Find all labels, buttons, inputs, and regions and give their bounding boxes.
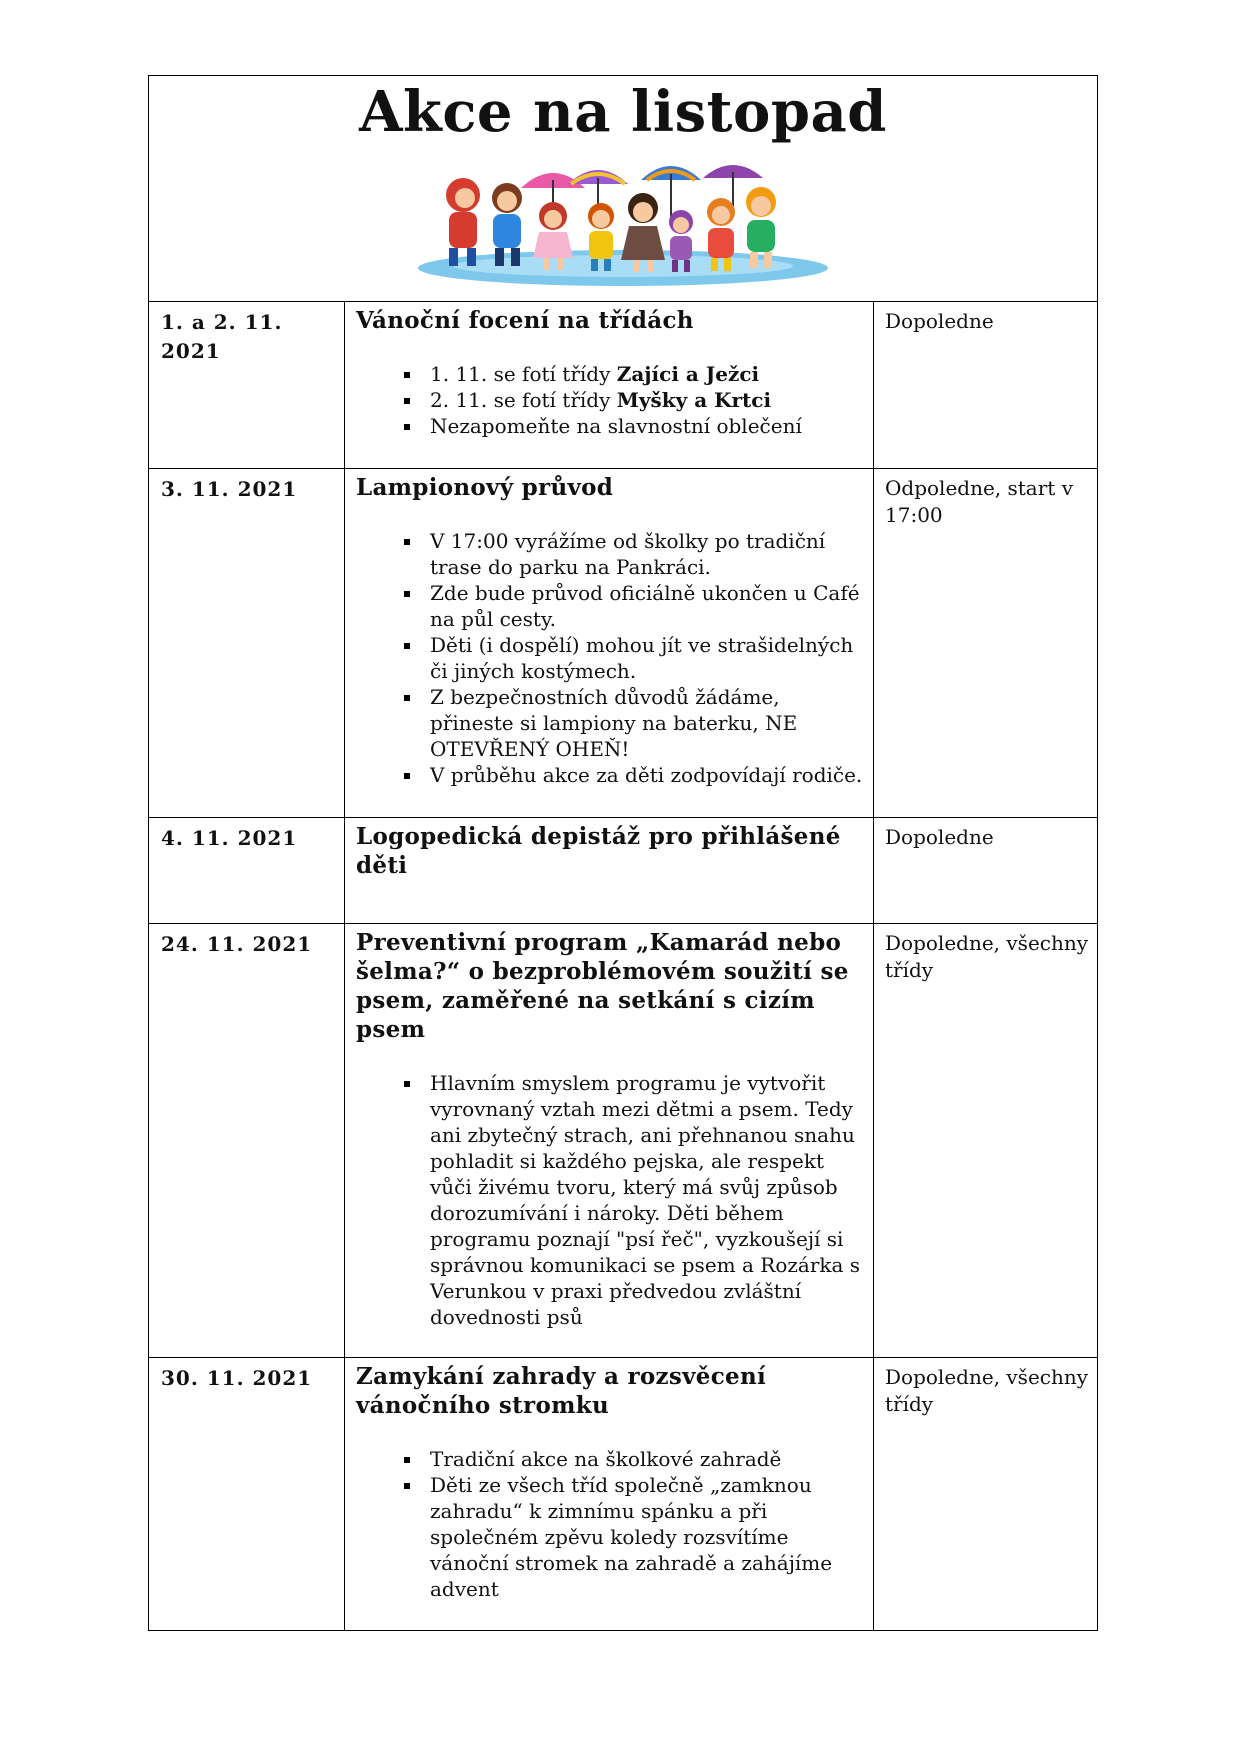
event-time: Odpoledne, start v 17:00	[874, 469, 1098, 818]
page-title: Akce na listopad	[359, 79, 887, 145]
event-title: Zamykání zahrady a rozsvěcení vánočního stromku	[356, 1363, 767, 1419]
event-time: Dopoledne	[874, 818, 1098, 924]
list-item: V 17:00 vyrážíme od školky po tradiční trase do parku na Pankráci.	[404, 528, 863, 580]
list-item: Nezapomeňte na slavnostní oblečení	[404, 413, 863, 439]
list-item: 1. 11. se fotí třídy Zajíci a Ježci	[404, 361, 863, 387]
list-item: Děti (i dospělí) mohou jít ve strašidelných či jiných kostýmech.	[404, 632, 863, 684]
event-time: Dopoledne, všechny třídy	[874, 924, 1098, 1358]
event-date: 3. 11. 2021	[149, 469, 345, 818]
table-row	[149, 469, 1098, 818]
table-row	[149, 924, 1098, 1358]
event-title: Vánoční focení na třídách	[356, 307, 694, 334]
event-details	[356, 528, 863, 788]
event-title: Lampionový průvod	[356, 474, 614, 501]
event-date: 30. 11. 2021	[149, 1358, 345, 1631]
header-cell	[149, 76, 1098, 302]
children-with-umbrellas-illustration	[403, 150, 843, 290]
list-item: V průběhu akce za děti zodpovídají rodiče.	[404, 762, 863, 788]
list-item: Děti ze všech tříd společně „zamknou zahradu“ k zimnímu spánku a při společném zpěvu koledy rozsvítíme vánoční stromek na zahradě a zahájíme advent	[404, 1472, 863, 1602]
event-details	[356, 361, 863, 439]
table-row	[149, 302, 1098, 469]
list-item: 2. 11. se fotí třídy Myšky a Krtci	[404, 387, 863, 413]
event-time: Dopoledne, všechny třídy	[874, 1358, 1098, 1631]
event-cell	[345, 302, 874, 469]
event-title: Logopedická depistáž pro přihlášené děti	[356, 823, 841, 879]
event-time: Dopoledne	[874, 302, 1098, 469]
events-table	[148, 75, 1098, 1631]
table-row	[149, 818, 1098, 924]
event-date: 24. 11. 2021	[149, 924, 345, 1358]
event-date: 4. 11. 2021	[149, 818, 345, 924]
event-details	[356, 1446, 863, 1602]
event-details	[356, 1070, 863, 1330]
event-title: Preventivní program „Kamarád nebo šelma?“ o bezproblémovém soužití se psem, zaměřené na setkání s cizím psem	[356, 929, 849, 1043]
list-item: Z bezpečnostních důvodů žádáme, přineste si lampiony na baterku, NE OTEVŘENÝ OHEŇ!	[404, 684, 863, 762]
event-cell	[345, 469, 874, 818]
event-date: 1. a 2. 11. 2021	[149, 302, 345, 469]
event-cell	[345, 1358, 874, 1631]
list-item: Tradiční akce na školkové zahradě	[404, 1446, 863, 1472]
table-row	[149, 1358, 1098, 1631]
event-cell	[345, 924, 874, 1358]
event-cell	[345, 818, 874, 924]
list-item: Zde bude průvod oficiálně ukončen u Café na půl cesty.	[404, 580, 863, 632]
list-item: Hlavním smyslem programu je vytvořit vyrovnaný vztah mezi dětmi a psem. Tedy ani zbytečný strach, ani přehnanou snahu pohladit si každého pejska, ale respekt vůči živému tvoru, který má svůj způsob dorozumívání i nároky. Děti během programu poznají "psí řeč", vyzkoušejí si správnou komunikaci se psem a Rozárka s Verunkou v praxi předvedou zvláštní dovednosti psů	[404, 1070, 863, 1330]
